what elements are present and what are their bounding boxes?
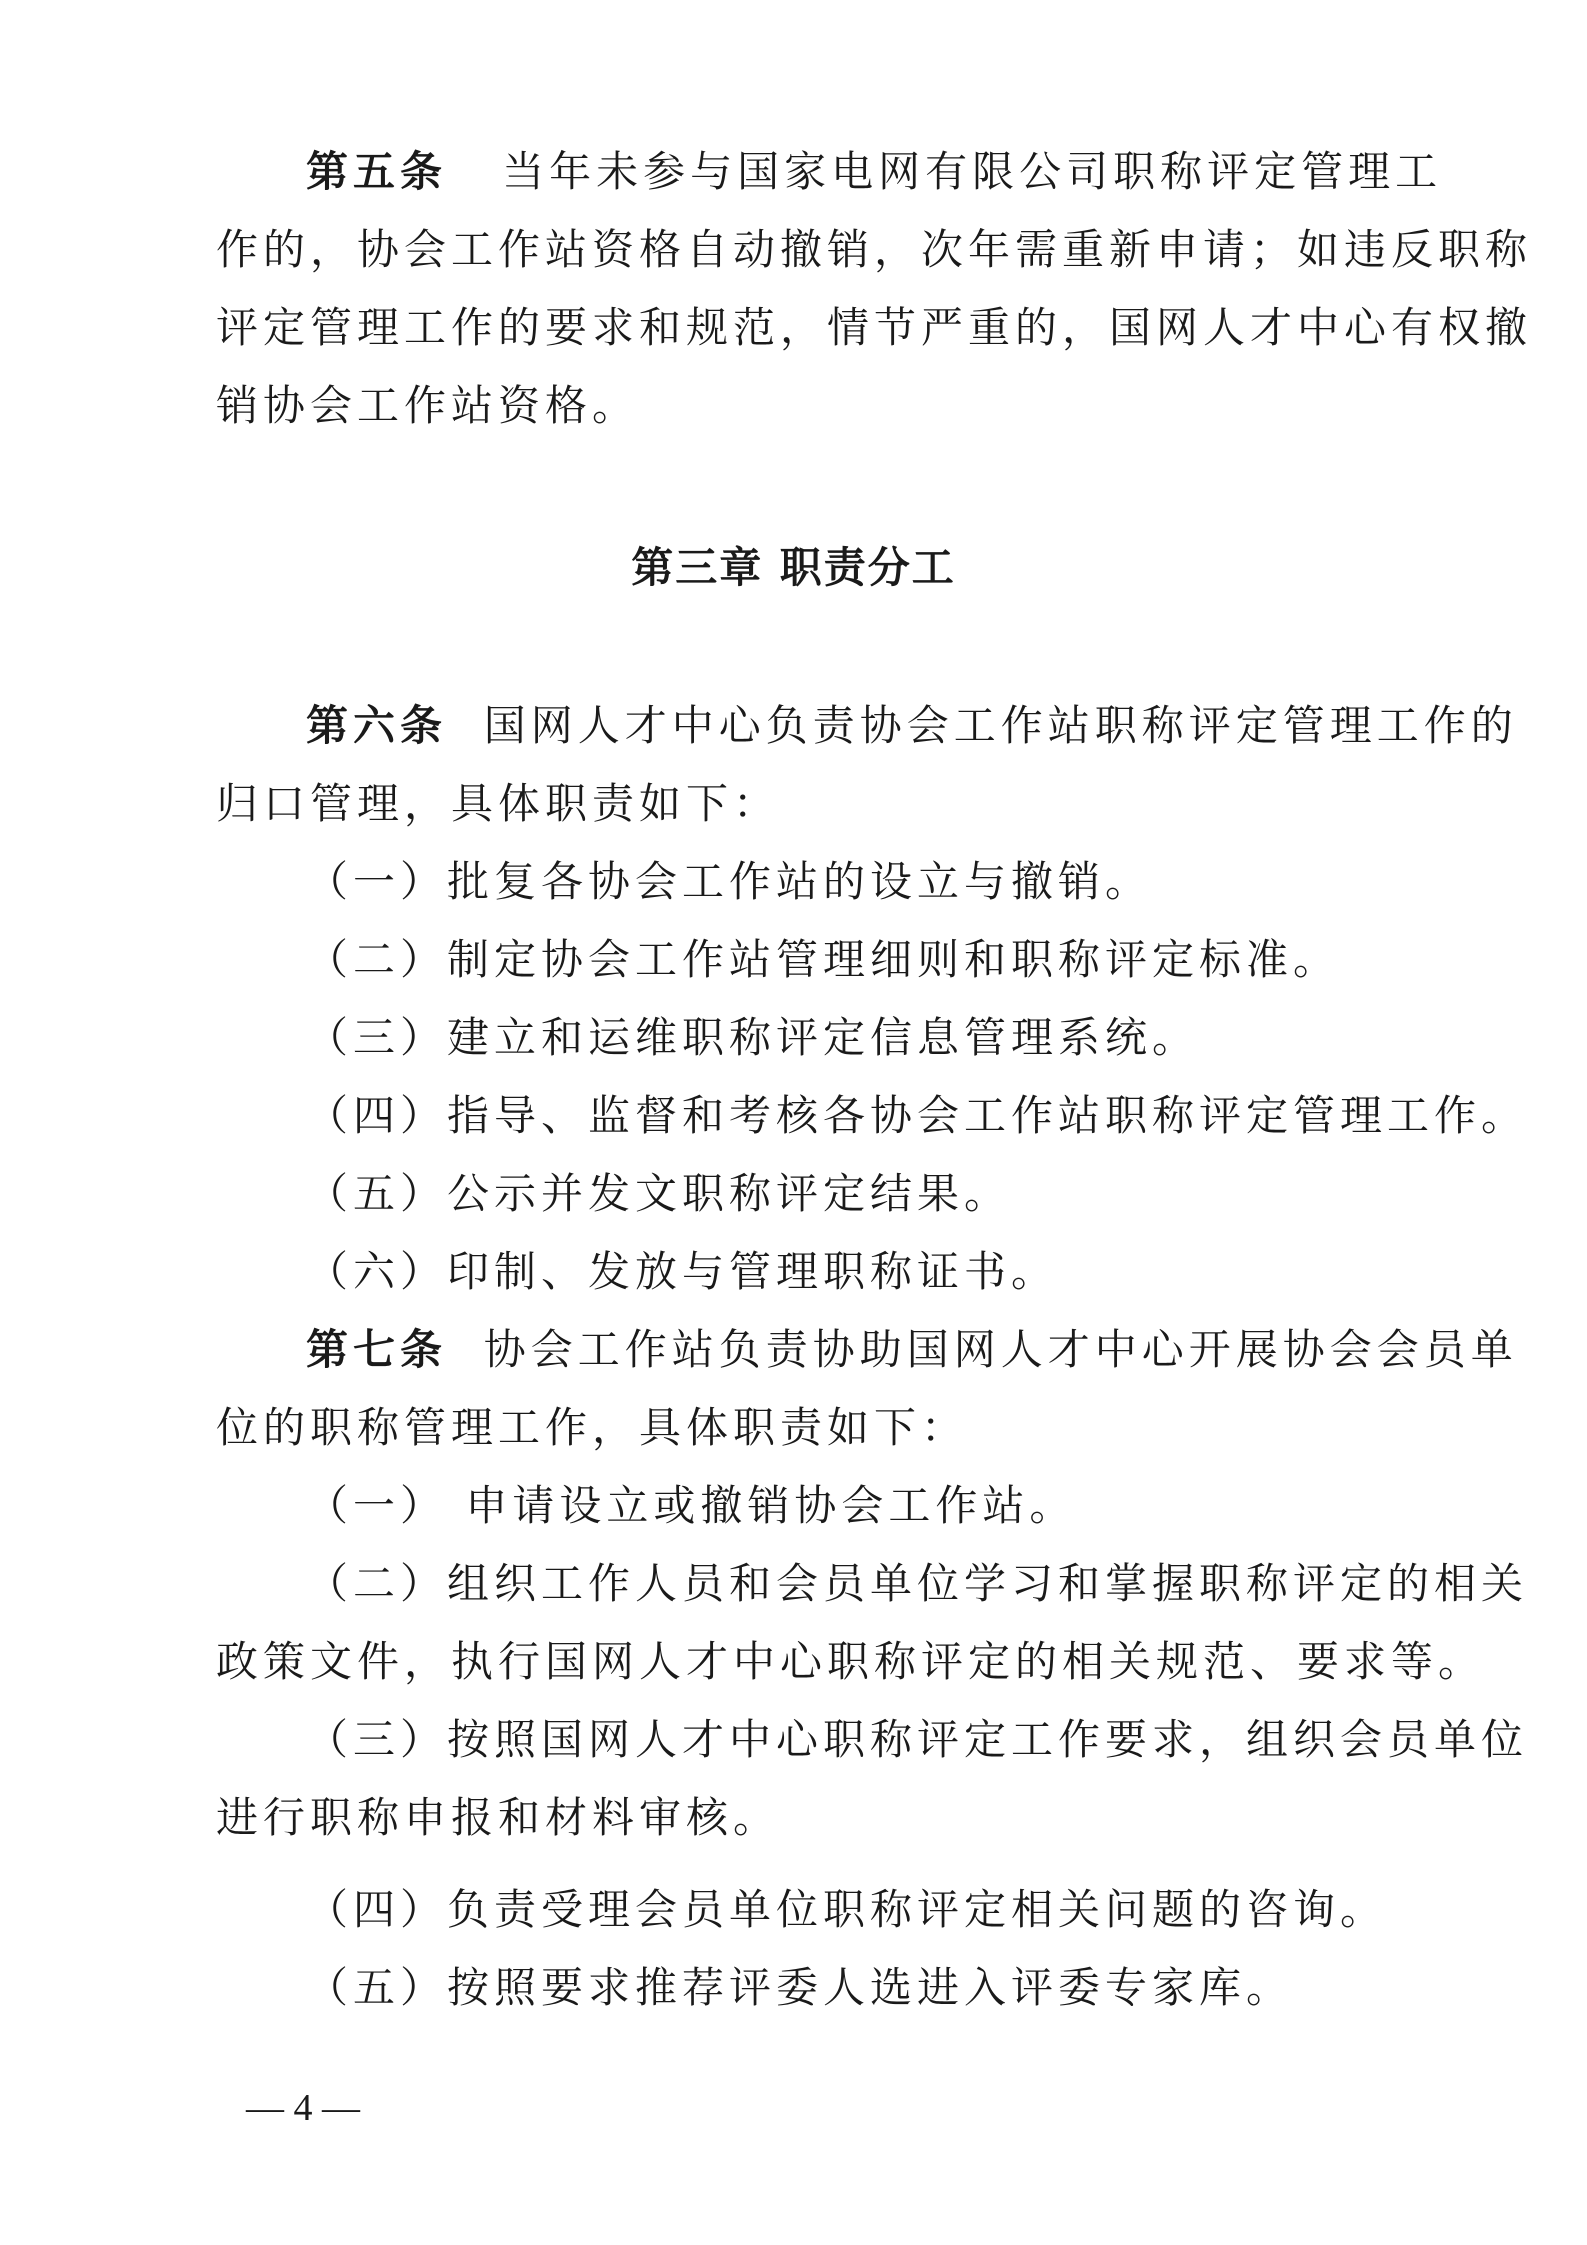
article-6-first-line	[306, 696, 1518, 756]
article-5-heading: 第五条	[306, 147, 448, 196]
article-5-text: 当年未参与国家电网有限公司职称评定管理工	[502, 147, 1443, 196]
article-7-item-4: （四）负责受理会员单位职称评定相关问题的咨询。	[306, 1885, 1388, 1934]
article-7-item-2-line-1: （二）组织工作人员和会员单位学习和掌握职称评定的相关	[306, 1559, 1529, 1608]
article-7-item-1: （一） 申请设立或撤销协会工作站。	[306, 1481, 1077, 1530]
article-7-text: 协会工作站负责协助国网人才中心开展协会会员单	[483, 1325, 1518, 1374]
article-7-line-2: 位的职称管理工作，具体职责如下：	[216, 1403, 969, 1452]
article-6-text: 国网人才中心负责协会工作站职称评定管理工作的	[483, 701, 1518, 750]
article-7-heading: 第七条	[306, 1325, 448, 1374]
article-6-item-4: （四）指导、监督和考核各协会工作站职称评定管理工作。	[306, 1091, 1529, 1140]
article-5-line-3: 评定管理工作的要求和规范，情节严重的，国网人才中心有权撤	[216, 303, 1533, 352]
article-5-line-4: 销协会工作站资格。	[216, 381, 640, 430]
article-5-line-2: 作的，协会工作站资格自动撤销，次年需重新申请；如违反职称	[216, 225, 1533, 274]
page-number: — 4 —	[246, 2087, 360, 2129]
article-6-item-3: （三）建立和运维职称评定信息管理系统。	[306, 1013, 1200, 1062]
article-5-first-line	[306, 142, 1476, 202]
article-6-item-1: （一）批复各协会工作站的设立与撤销。	[306, 857, 1153, 906]
article-6-line-2: 归口管理，具体职责如下：	[216, 779, 781, 828]
article-6-heading: 第六条	[306, 701, 448, 750]
article-7-item-5: （五）按照要求推荐评委人选进入评委专家库。	[306, 1963, 1294, 2012]
article-7-first-line	[306, 1320, 1518, 1380]
article-6-item-2: （二）制定协会工作站管理细则和职称评定标准。	[306, 935, 1341, 984]
chapter-title: 第三章 职责分工	[631, 543, 956, 592]
article-7-item-2-line-2: 政策文件，执行国网人才中心职称评定的相关规范、要求等。	[216, 1637, 1486, 1686]
article-7-item-3-line-2: 进行职称申报和材料审核。	[216, 1793, 781, 1842]
article-6-item-6: （六）印制、发放与管理职称证书。	[306, 1247, 1059, 1296]
article-7-item-3-line-1: （三）按照国网人才中心职称评定工作要求，组织会员单位	[306, 1715, 1529, 1764]
article-6-item-5: （五）公示并发文职称评定结果。	[306, 1169, 1012, 1218]
